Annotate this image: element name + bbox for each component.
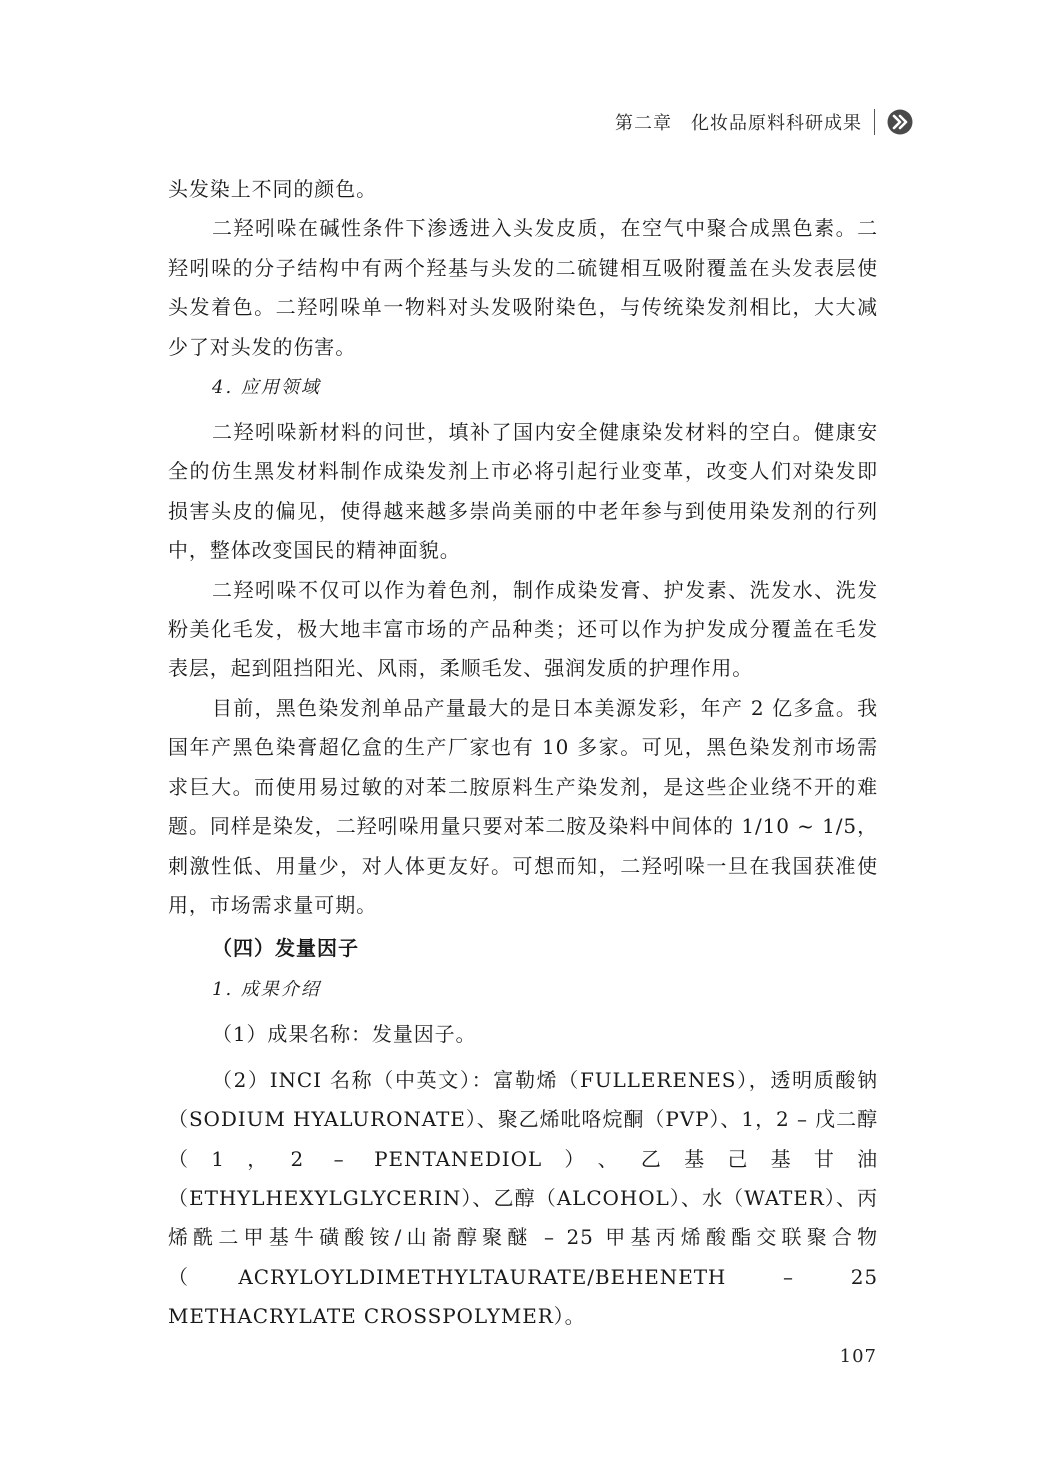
paragraph-continuation: 头发染上不同的颜色。 xyxy=(168,177,377,201)
subheading-achievement-intro: 1. 成果介绍 xyxy=(212,979,321,1001)
page-body xyxy=(168,170,878,1337)
page-number: 107 xyxy=(839,1346,877,1367)
paragraph-new-material: 二羟吲哚新材料的问世，填补了国内安全健康染发材料的空白。健康安全的仿生黑发材料制作成染发剂上市必将引起行业变革，改变人们对染发即损害头皮的偏见，使得越来越多崇尚美丽的中老年参与到使用染发剂的行列中，整体改变国民的精神面貌。 xyxy=(168,420,878,563)
header-divider xyxy=(874,109,875,135)
item-inci-name: （2）INCI 名称（中英文）：富勒烯（FULLERENES），透明质酸钠（SODIUM HYALURONATE）、聚乙烯吡咯烷酮（PVP）、1，2 – 戊二醇（1，2 – PENTANEDIOL）、乙基己基甘油（ETHYLHEXYLGLYCERIN）、乙醇（ALCOHOL）、水（WATER）、丙烯酰二甲基牛磺酸铵/山嵛醇聚醚 – 25 甲基丙烯酸酯交联聚合物（ACRYLOYLDIMETHYLTAURATE/BEHENETH – 25 METHACRYLATE CROSSPOLYMER）。 xyxy=(168,1067,878,1329)
item-achievement-name: （1）成果名称：发量因子。 xyxy=(212,1022,477,1047)
double-chevron-right-icon xyxy=(887,109,913,135)
paragraph-uses: 二羟吲哚不仅可以作为着色剂，制作成染发膏、护发素、洗发水、洗发粉美化毛发，极大地丰富市场的产品种类；还可以作为护发成分覆盖在毛发表层，起到阻挡阳光、风雨，柔顺毛发、强润发质的护理作用。 xyxy=(168,577,878,681)
subheading-application-fields: 4. 应用领域 xyxy=(212,377,321,399)
paragraph-market: 目前，黑色染发剂单品产量最大的是日本美源发彩，年产 2 亿多盒。我国年产黑色染膏超亿盒的生产厂家也有 10 多家。可见，黑色染发剂市场需求巨大。而使用易过敏的对苯二胺原料生产染发剂，是这些企业绕不开的难题。同样是染发，二羟吲哚用量只要对苯二胺及染料中间体的 1/10 ~ 1/5，刺激性低、用量少，对人体更友好。可想而知，二羟吲哚一旦在我国获准使用，市场需求量可期。 xyxy=(168,695,878,917)
paragraph-dihydroxyindole-mechanism: 二羟吲哚在碱性条件下渗透进入头发皮质，在空气中聚合成黑色素。二羟吲哚的分子结构中有两个羟基与头发的二硫键相互吸附覆盖在头发表层使头发着色。二羟吲哚单一物料对头发吸附染色，与传统染发剂相比，大大减少了对头发的伤害。 xyxy=(168,216,878,359)
chapter-title: 第二章 化妆品原料科研成果 xyxy=(615,113,862,134)
running-header xyxy=(615,104,913,140)
section-heading-hair-factor: （四）发量因子 xyxy=(212,936,359,961)
